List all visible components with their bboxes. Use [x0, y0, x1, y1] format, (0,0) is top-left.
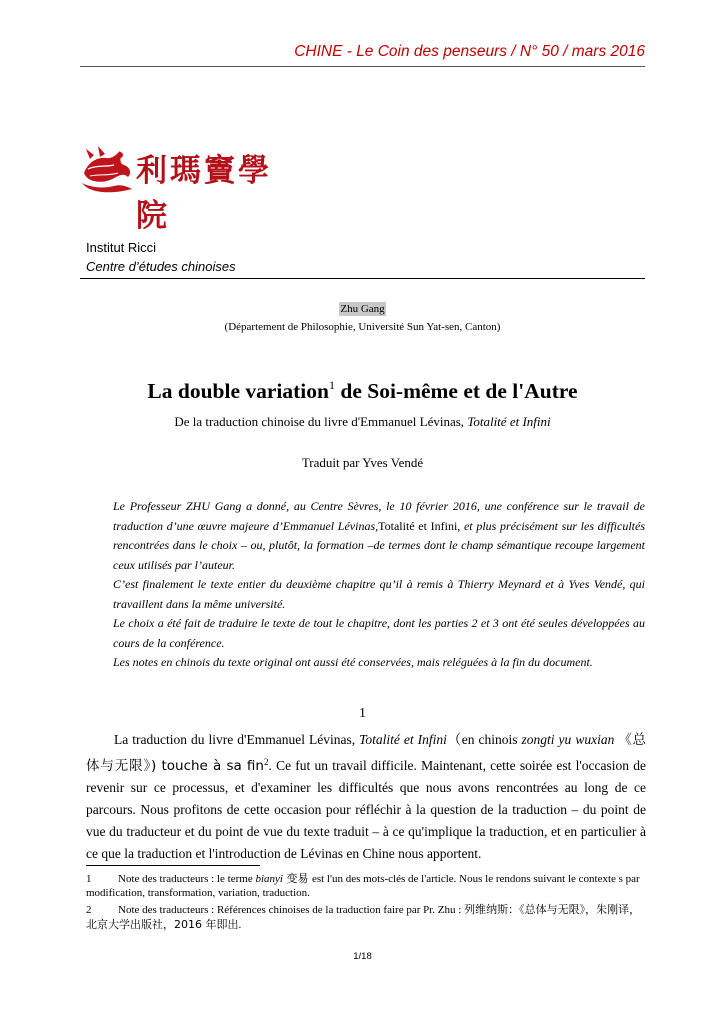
footnote-number: 1 — [86, 873, 92, 885]
institution-rule — [80, 278, 645, 279]
footnote-1 — [86, 872, 646, 900]
abstract-paragraph: C’est finalement le texte entier du deuxième chapitre qu’il à remis à Thierry Meynard et à Yves Vendé, qui travaillent dans la même université. — [113, 577, 645, 611]
footnote-term: bianyi — [255, 873, 283, 885]
body-paragraph — [86, 729, 646, 865]
body-cjk-title: 《总体与无限》) touche à sa fin — [86, 732, 647, 774]
body-pinyin: zongti yu wuxian — [521, 732, 615, 747]
section-number: 1 — [359, 705, 366, 720]
body-footnote-ref[interactable]: 2 — [263, 757, 269, 767]
author-name: Zhu Gang — [340, 303, 385, 315]
abstract-paragraph — [113, 497, 645, 575]
body-text-run: . Ce fut un travail difficile. Maintenant, cette soirée est l'occasion de revenir sur ce processus, et d'examiner les difficultés que nous avons rencontrées au long de ce parcours. Nous profitons de cette occasion pour réfléchir à la question de la traduction – du point de vue du traducteur et du point de vue du texte traduit – à ce qu'implique la traduction, et en particulier à ce que la traduction et l'introduction de Lévinas en Chine nous apportent. — [86, 758, 646, 861]
footnote-number: 2 — [86, 904, 92, 916]
footnote-cjk: 变易 — [282, 872, 312, 885]
footnote-2 — [86, 903, 646, 932]
subtitle-book-title: Totalité et Infini — [467, 414, 551, 429]
author-affiliation: (Département de Philosophie, Université Sun Yat-sen, Canton) — [224, 321, 501, 333]
body-text-run: La traduction du livre d'Emmanuel Lévinas, — [114, 732, 360, 747]
title-footnote-ref[interactable]: 1 — [328, 378, 335, 392]
footnote-text: . — [238, 918, 242, 931]
body-text-run: （en chinois — [446, 732, 522, 747]
title-part-1: La double variation — [147, 379, 329, 403]
abstract-text: , et plus précisément sur les difficultés rencontrées dans le choix – ou, plutôt, la formation –de termes dont le champ sémantique recoupe largement ceux utilisés par l’auteur. — [113, 518, 646, 572]
logo-text: 利瑪竇學院 — [136, 153, 272, 234]
abstract-book-title: Totalité et Infini — [378, 518, 458, 533]
dragon-emblem-icon — [80, 143, 136, 193]
footnote-text: Note des traducteurs : le terme — [118, 873, 256, 885]
article-title — [0, 378, 725, 404]
footnote-separator — [86, 865, 260, 866]
ricci-institute-logo — [80, 143, 290, 234]
footnote-text: Note des traducteurs : Références chinoises de la traduction faire par Pr. Zhu : — [118, 904, 465, 916]
body-book-title: Totalité et Infini — [359, 732, 447, 747]
footnote-text: est l'un des mots-clés de l'article. Nous le rendons suivant le contexte s par modification, transformation, variation, traduction. — [86, 873, 640, 899]
body-text — [86, 729, 646, 865]
footnote-cjk: 列维纳斯：《总体与无限》，朱刚译，北京大学出版社，2016 年即出 — [86, 903, 641, 931]
institution-subtitle: Centre d’études chinoises — [86, 259, 236, 274]
subtitle-text: De la traduction chinoise du livre d'Emmanuel Lévinas, — [174, 414, 468, 429]
title-part-2: de Soi-même et de l'Autre — [334, 379, 578, 403]
abstract-paragraph: Les notes en chinois du texte original ont aussi été conservées, mais reléguées à la fin du document. — [113, 655, 593, 669]
abstract — [113, 497, 645, 673]
abstract-paragraph: Le choix a été fait de traduire le texte de tout le chapitre, dont les parties 2 et 3 ont été seules développées au cours de la conférence. — [113, 616, 645, 650]
header-title: CHINE - Le Coin des penseurs / N° 50 / mars 2016 — [294, 43, 645, 60]
header-rule — [80, 66, 645, 67]
author-line — [0, 303, 725, 315]
abstract-text: Le Professeur ZHU Gang a donné, au Centre Sèvres, le 10 février 2016, une conférence sur le travail de traduction d’une œuvre majeure d’Emmanuel Lévinas, — [113, 499, 645, 533]
page-number: 1/18 — [353, 951, 372, 962]
translator-credit: Traduit par Yves Vendé — [301, 455, 424, 470]
institution-name: Institut Ricci — [86, 240, 157, 255]
article-subtitle — [0, 414, 725, 430]
